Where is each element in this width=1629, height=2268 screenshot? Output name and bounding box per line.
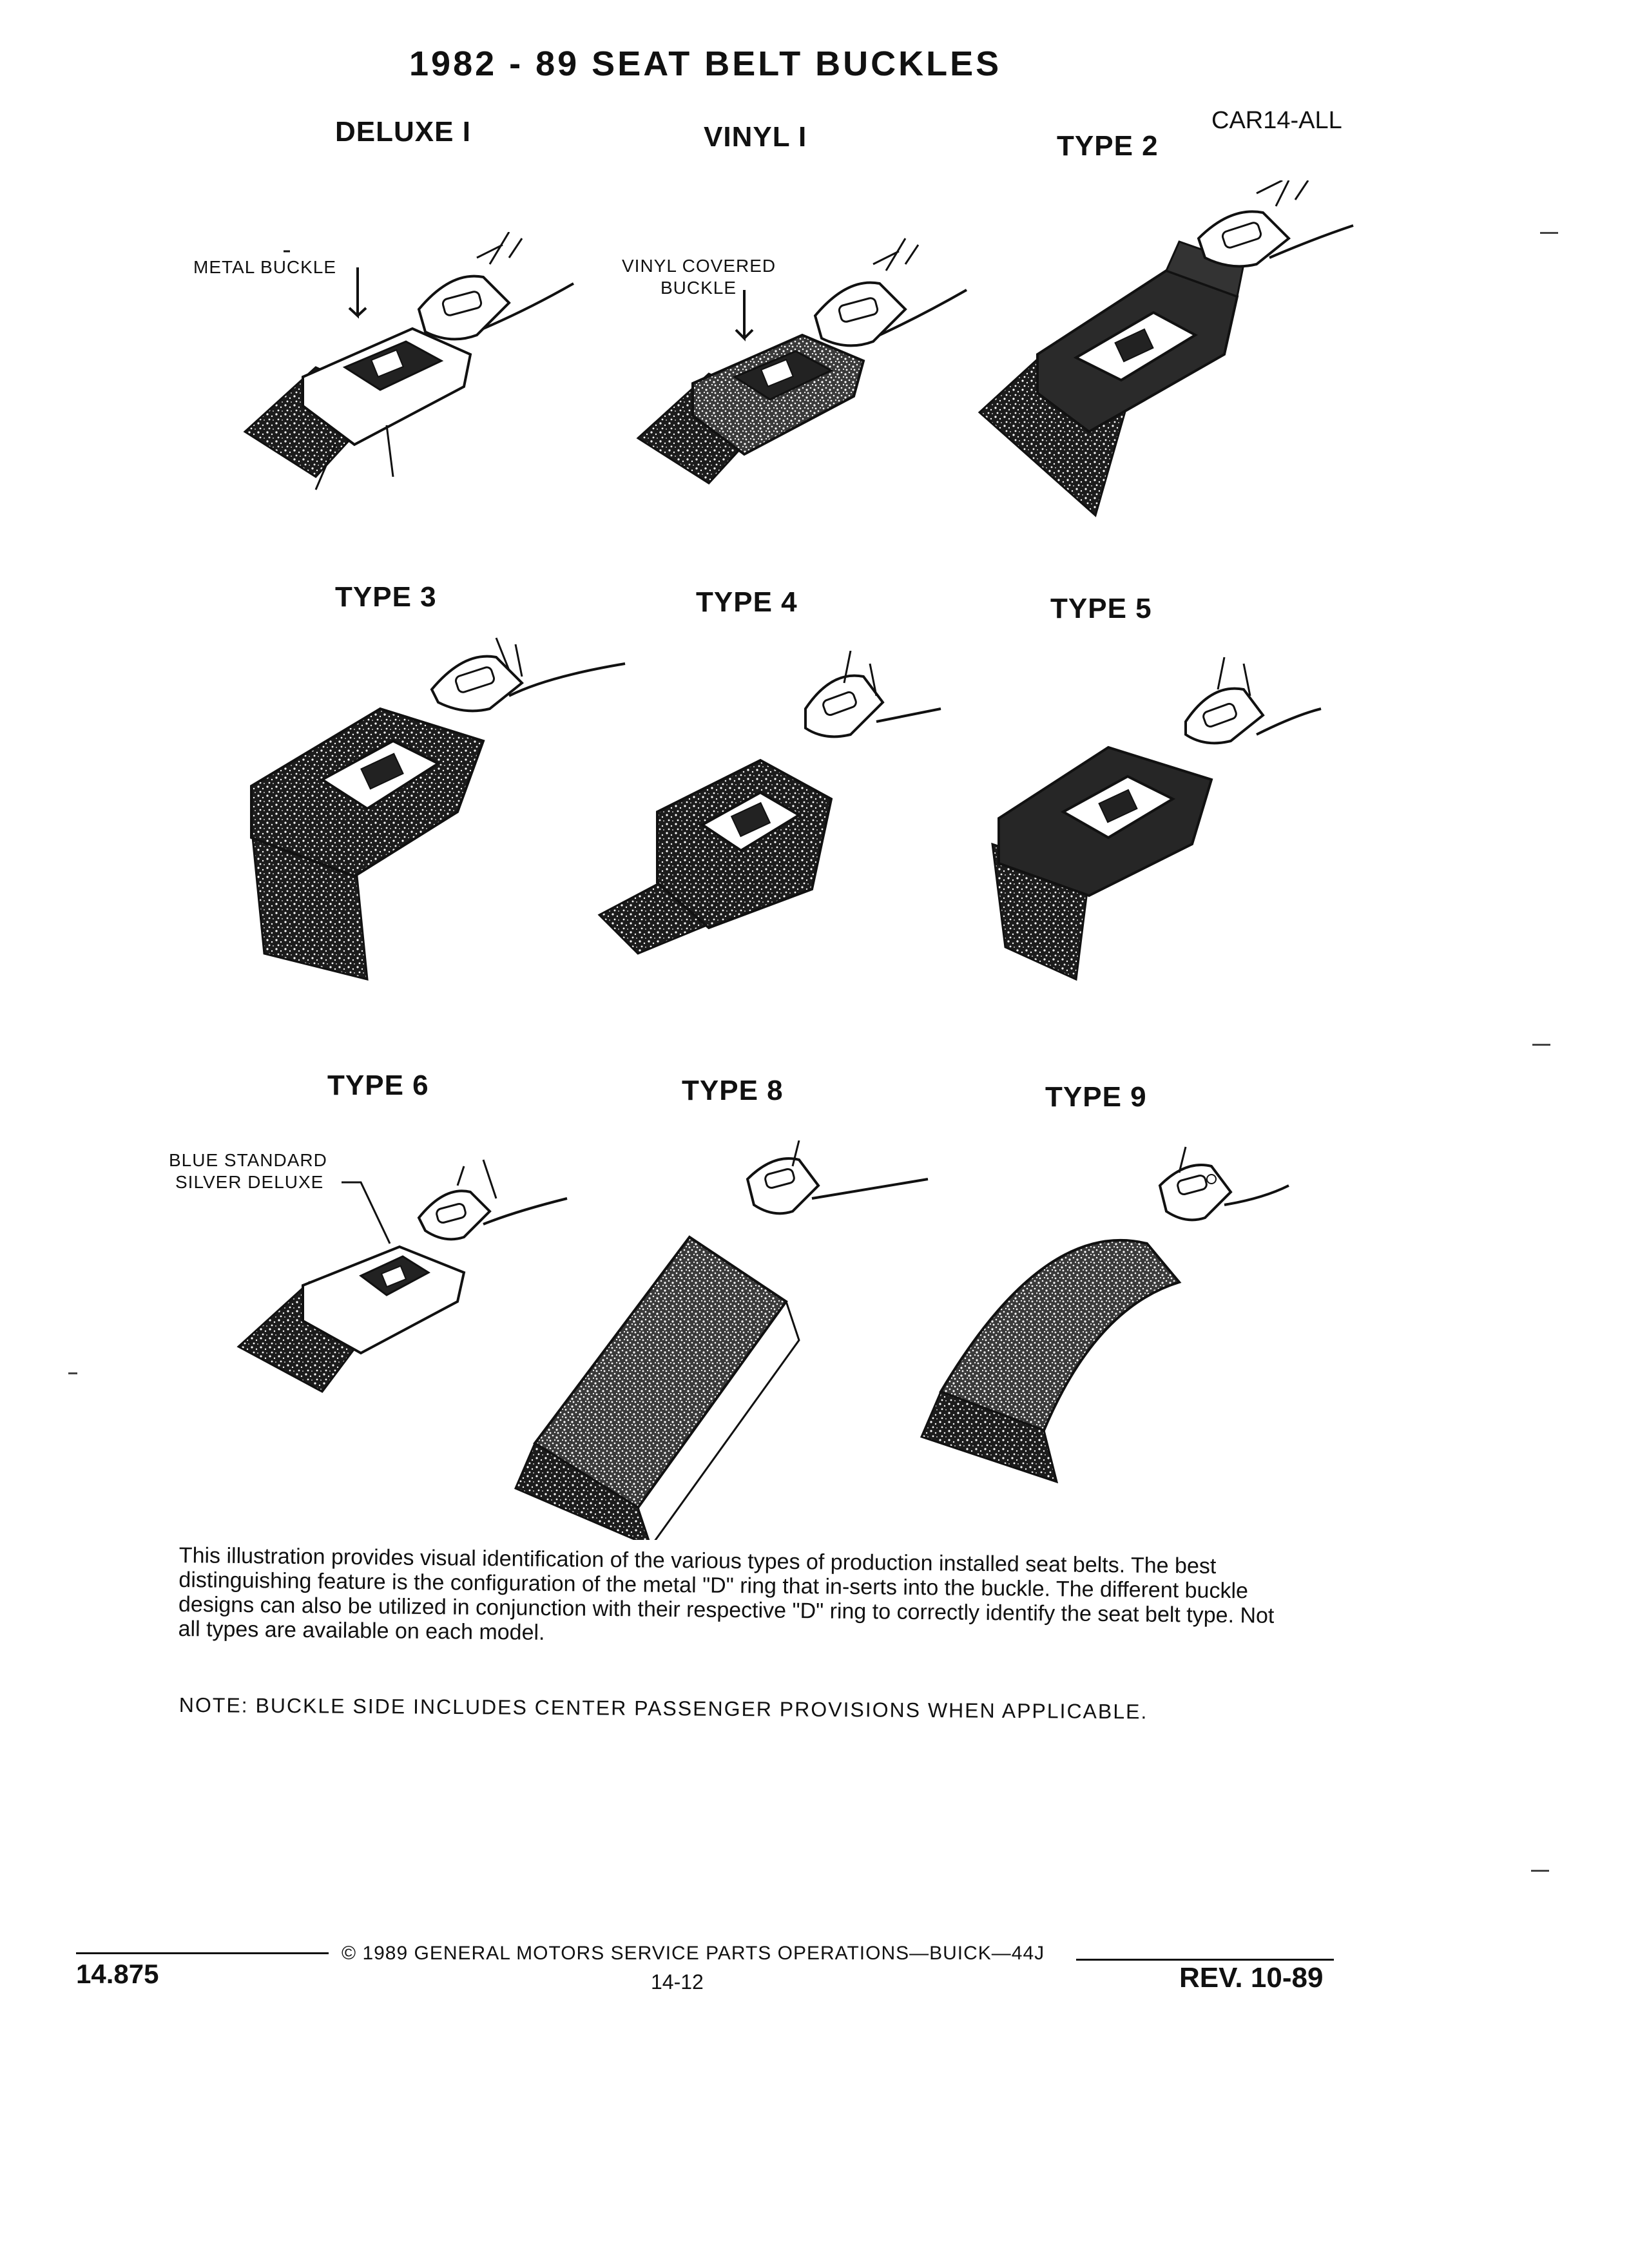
margin-mark [1532,1044,1550,1046]
type-label-deluxe-i: DELUXE I [335,116,471,148]
buckle-illustration-type-4 [593,651,992,986]
footer-copyright: © 1989 GENERAL MOTORS SERVICE PARTS OPERATIONS—BUICK—44J [342,1943,1045,1964]
doc-code: CAR14-ALL [1211,107,1342,134]
buckle-illustration-deluxe-i [238,232,599,522]
note-text: NOTE: BUCKLE SIDE INCLUDES CENTER PASSENGER PROVISIONS WHEN APPLICABLE. [178,1693,1148,1724]
description-paragraph: This illustration provides visual identification of the various types of production installed seat belts. The best distinguishing feature is the configuration of the metal "D" ring that in-serts into the buckle. The different buckle designs can also be utilized in conjunction with their respective "D" ring to correctly identify the seat belt type. Not all types are available on each model. [178,1543,1275,1645]
buckle-illustration-type-8 [490,1140,967,1540]
type-label-vinyl-i: VINYL I [704,121,807,153]
buckle-illustration-vinyl-i [631,232,992,522]
callout-metal-buckle: METAL BUCKLE [193,257,337,277]
margin-mark [68,1372,77,1374]
callout-blue-standard: BLUE STANDARD [169,1150,327,1170]
type-label-type-8: TYPE 8 [682,1075,784,1106]
callout-buckle: BUCKLE [660,278,737,298]
page-title: 1982 - 89 SEAT BELT BUCKLES [409,44,1002,83]
footer-page-number: 14-12 [651,1970,704,1994]
footer-rule-left [76,1952,329,1954]
callout-silver-deluxe: SILVER DELUXE [175,1172,324,1192]
footer-revision: REV. 10-89 [1179,1962,1324,1994]
type-label-type-9: TYPE 9 [1045,1081,1147,1113]
type-label-type-3: TYPE 3 [335,581,437,613]
type-label-type-5: TYPE 5 [1050,593,1152,624]
type-label-type-6: TYPE 6 [327,1070,429,1101]
type-label-type-2: TYPE 2 [1057,130,1159,162]
buckle-illustration-type-9 [902,1140,1327,1501]
margin-mark [1540,232,1558,234]
margin-mark [1531,1870,1549,1872]
footer-rule-right [1076,1959,1334,1961]
callout-vinyl-covered: VINYL COVERED [622,256,776,276]
buckle-illustration-type-2 [967,180,1366,541]
buckle-illustration-type-5 [979,651,1379,1012]
footer-left-number: 14.875 [76,1959,159,1989]
type-label-type-4: TYPE 4 [696,586,798,618]
buckle-illustration-type-3 [238,631,638,992]
